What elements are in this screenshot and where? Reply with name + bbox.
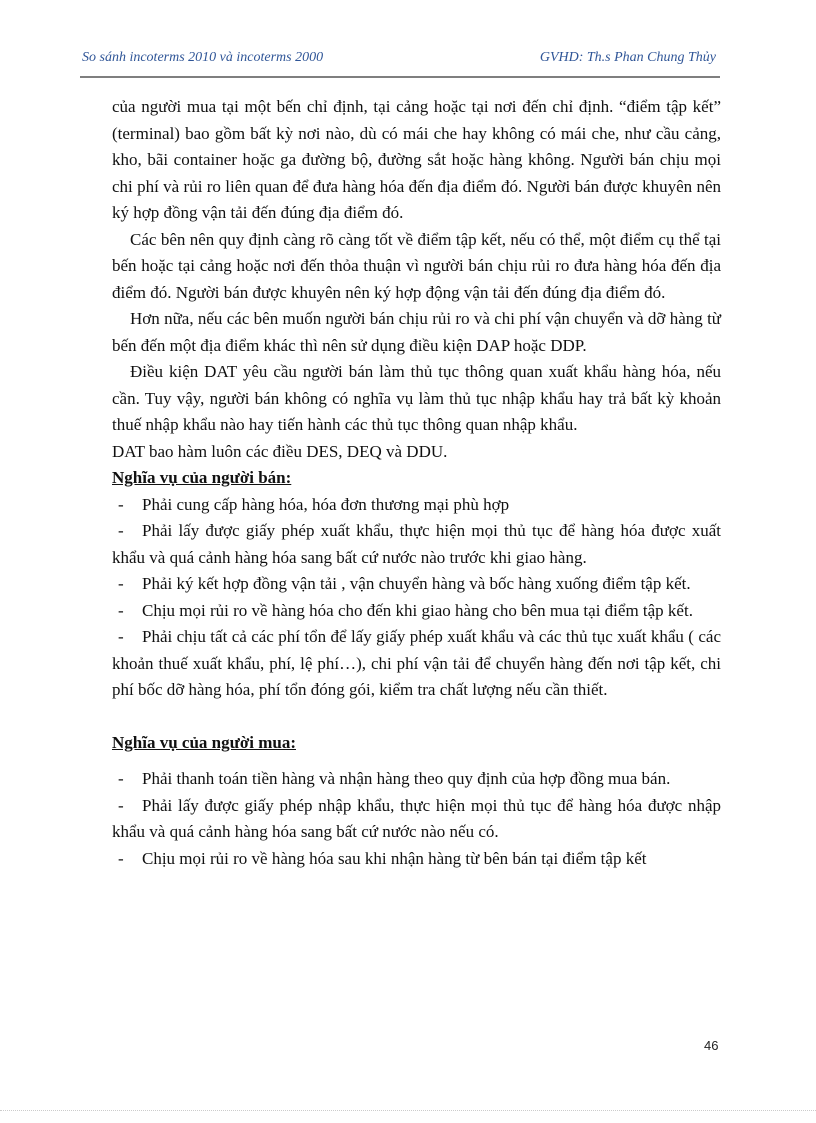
list-marker: -	[118, 600, 124, 620]
list-marker: -	[118, 795, 124, 815]
paragraph-export-clearance: Điều kiện DAT yêu cầu người bán làm thủ tục thông quan xuất khẩu hàng hóa, nếu cần. Tuy vậy, người bán không có nghĩa vụ làm thủ tục nhập khẩu hay trả bất kỳ khoản thuế nhập khẩu nào hay tiến hành các thủ tục thông quan nhập khẩu.	[112, 362, 721, 434]
seller-obligations-heading: Nghĩa vụ của người bán:	[112, 468, 292, 487]
buyer-obligations-heading: Nghĩa vụ của người mua:	[112, 732, 296, 752]
list-item: - Phải chịu tất cả các phí tổn để lấy giấy phép xuất khẩu và các thủ tục xuất khẩu ( các khoản thuế xuất khẩu, phí, lệ phí…), chi phí vận tải để chuyển hàng đến nơi tập kết, chi phí bốc dỡ hàng hóa, phí tổn đóng gói, kiểm tra chất lượng nếu cần thiết.	[112, 624, 721, 704]
paragraph-terminal-specification: Các bên nên quy định càng rõ càng tốt về điểm tập kết, nếu có thể, một điểm cụ thể tại bến hoặc tại cảng hoặc nơi đến thỏa thuận vì người bán chịu rủi ro đưa hàng hóa đến địa điểm đó. Người bán được khuyên nên ký hợp động vận tải đến đúng địa điểm đó.	[112, 229, 721, 302]
page-number: 46	[704, 1038, 719, 1053]
list-marker: -	[118, 574, 124, 593]
list-marker: -	[118, 494, 124, 514]
header-divider	[80, 76, 720, 78]
paragraph-dap-ddp: Hơn nữa, nếu các bên muốn người bán chịu rủi ro và chi phí vận chuyển và dỡ hàng từ bến đến một địa điểm khác thì nên sử dụng điều kiện DAP hoặc DDP.	[112, 309, 721, 355]
list-marker: -	[118, 848, 124, 868]
list-item: - Chịu mọi rủi ro về hàng hóa cho đến khi giao hàng cho bên mua tại điểm tập kết.	[112, 598, 721, 625]
paragraph-dat-includes: DAT bao hàm luôn các điều DES, DEQ và DDU.	[112, 441, 448, 461]
section-spacer	[112, 704, 721, 730]
list-marker: -	[118, 769, 124, 788]
list-item: - Phải lấy được giấy phép nhập khẩu, thực hiện mọi thủ tục để hàng hóa được nhập khẩu và quá cảnh hàng hóa sang bất cứ nước nào nếu có.	[112, 793, 721, 846]
header-document-title: So sánh incoterms 2010 và incoterms 2000	[82, 50, 324, 65]
footer-divider	[0, 1110, 816, 1111]
list-marker: -	[118, 627, 124, 646]
list-item: - Phải lấy được giấy phép xuất khẩu, thực hiện mọi thủ tục để hàng hóa được xuất khẩu và quá cảnh hàng hóa sang bất cứ nước nào trước khi giao hàng.	[112, 518, 721, 571]
list-marker: -	[118, 521, 124, 540]
list-item: - Chịu mọi rủi ro về hàng hóa sau khi nhận hàng từ bên bán tại điểm tập kết	[112, 846, 721, 873]
page-content	[112, 94, 721, 872]
list-item: - Phải cung cấp hàng hóa, hóa đơn thương mại phù hợp	[112, 492, 721, 519]
paragraph-terminal-definition: của người mua tại một bến chỉ định, tại cảng hoặc tại nơi đến chỉ định. “điểm tập kết” (terminal) bao gồm bất kỳ nơi nào, dù có mái che hay không có mái che, như cầu cảng, kho, bãi container hoặc ga đường bộ, đường sắt hoặc hàng không. Người bán chịu mọi chi phí và rủi ro liên quan để đưa hàng hóa đến địa điểm đó. Người bán được khuyên nên ký hợp đồng vận tải đến đúng địa điểm đó.	[112, 97, 721, 222]
list-item: - Phải thanh toán tiền hàng và nhận hàng theo quy định của hợp đồng mua bán.	[112, 766, 721, 793]
list-item: - Phải ký kết hợp đồng vận tải , vận chuyển hàng và bốc hàng xuống điểm tập kết.	[112, 571, 721, 598]
header-advisor: GVHD: Th.s Phan Chung Thủy	[539, 50, 716, 65]
